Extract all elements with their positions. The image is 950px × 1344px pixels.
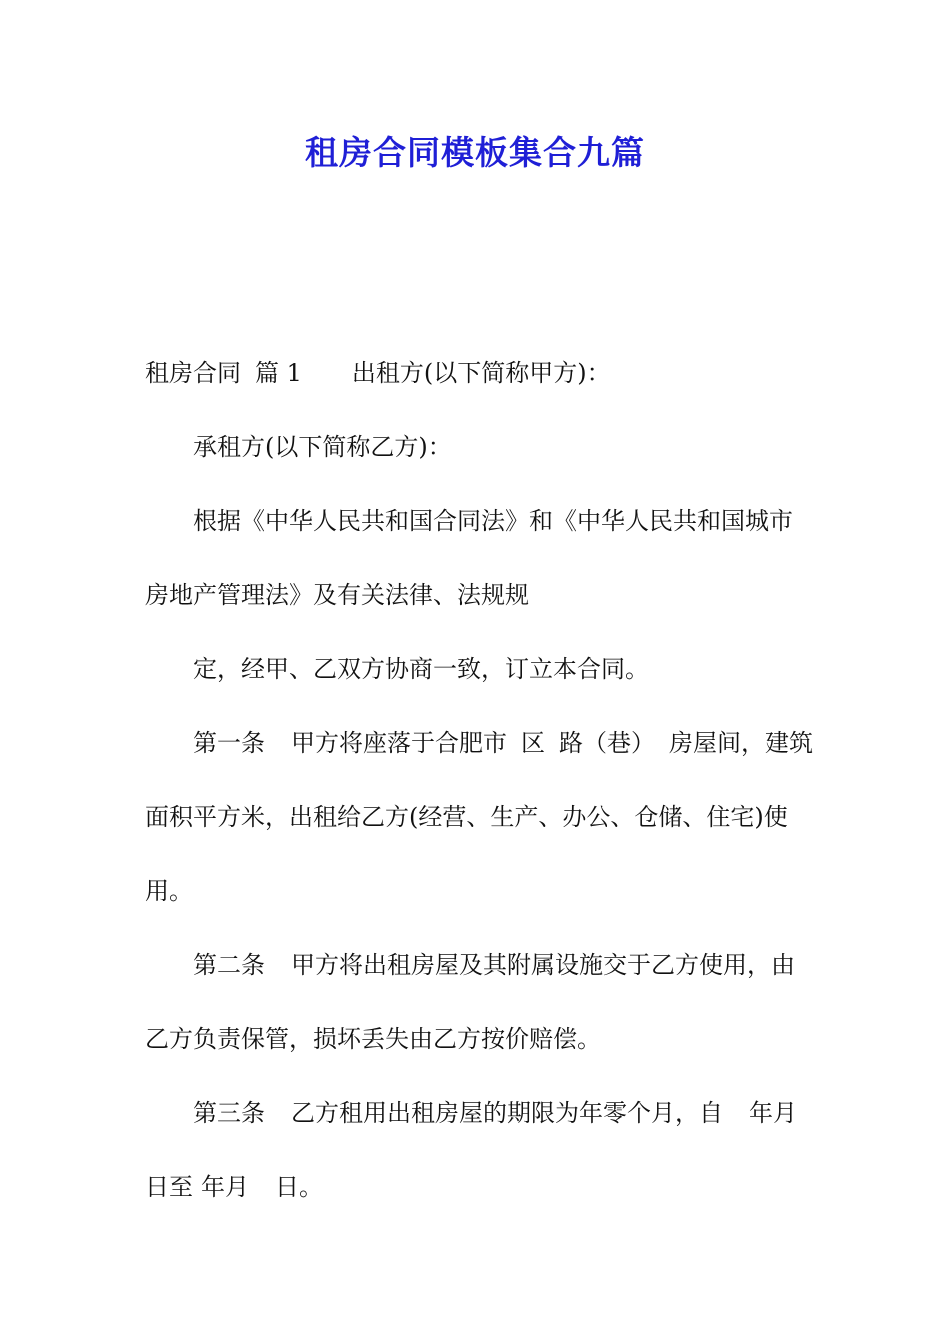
article-label: 第一条: [193, 729, 265, 757]
paragraph-line: [145, 780, 810, 854]
paragraph-text: 区: [521, 729, 545, 757]
paragraph-line: [145, 410, 810, 484]
paragraph-line: [145, 928, 810, 1002]
document-title: 租房合同模板集合九篇: [305, 133, 645, 172]
paragraph-line: [145, 558, 810, 632]
paragraph-line: [145, 1150, 810, 1224]
document-body: [145, 336, 813, 1224]
article-label: 第三条: [193, 1099, 265, 1127]
paragraph-text: 定，经甲、乙双方协商一致，订立本合同。: [193, 655, 649, 683]
paragraph-line: [145, 1002, 810, 1076]
paragraph-text: 面积平方米，出租给乙方(经营、生产、办公、仓储、住宅)使: [145, 803, 788, 831]
paragraph-text: 根据《中华人民共和国合同法》和《中华人民共和国城市: [193, 507, 793, 535]
paragraph-line: [145, 854, 810, 928]
paragraph-text: 年月: [749, 1099, 797, 1127]
paragraph-text: 乙方负责保管，损坏丢失由乙方按价赔偿。: [145, 1025, 601, 1053]
paragraph-text: 路（巷）: [559, 729, 655, 757]
paragraph-line: [145, 706, 813, 780]
paragraph-line: [145, 484, 810, 558]
paragraph-text: 用。: [145, 877, 193, 905]
contract-part-label: 篇 1: [255, 359, 302, 387]
paragraph-text: 年月: [201, 1173, 249, 1201]
party-b-label: 承租方(以下简称乙方)：: [193, 433, 452, 461]
paragraph-text: 甲方将出租房屋及其附属设施交于乙方使用，由: [291, 951, 795, 979]
contract-heading: 租房合同: [145, 359, 241, 387]
paragraph-text: 甲方将座落于合肥市: [291, 729, 507, 757]
paragraph-line: [145, 632, 810, 706]
paragraph-line: [145, 336, 810, 410]
paragraph-line: [145, 1076, 810, 1150]
party-a-label: 出租方(以下简称甲方)：: [351, 359, 611, 387]
paragraph-text: 日。: [275, 1173, 323, 1201]
paragraph-text: 乙方租用出租房屋的期限为年零个月，自: [291, 1099, 723, 1127]
article-label: 第二条: [193, 951, 265, 979]
paragraph-text: 房屋间，建筑: [669, 729, 813, 757]
paragraph-text: 房地产管理法》及有关法律、法规规: [145, 581, 529, 609]
paragraph-text: 日至: [145, 1173, 193, 1201]
